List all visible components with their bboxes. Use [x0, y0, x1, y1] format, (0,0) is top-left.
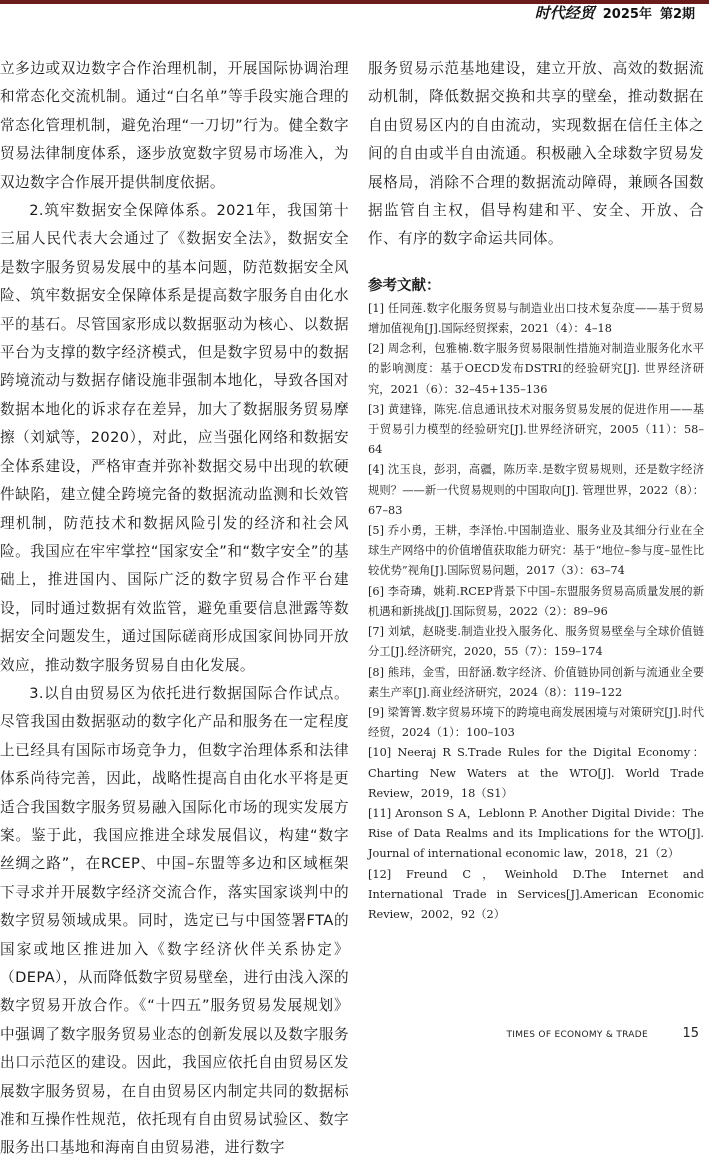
body-paragraph: 服务贸易示范基地建设，建立开放、高效的数据流动机制，降低数据交换和共享的壁垒，推动数据在自由贸易区内的自由流动，实现数据在信任主体之间的自由或半自由流通。积极融入全球数字贸易发展格局，消除不合理的数据流动障碍，兼顾各国数据监管自主权，倡导构建和平、安全、开放、合作、有序的数字命运共同体。	[368, 60, 704, 248]
left-column	[0, 55, 349, 1157]
reference-item: [1] 任同莲.数字化服务贸易与制造业出口技术复杂度——基于贸易增加值视角[J].国际经贸探索，2021（4）：4–18	[368, 301, 704, 336]
page-footer	[0, 1026, 709, 1043]
right-column	[368, 55, 704, 935]
reference-item: [2] 周念利，包雅楠.数字服务贸易限制性措施对制造业服务化水平的影响测度：基于OECD发布DSTRI的经验研究[J]. 世界经济研究，2021（6）：32–45+135–136	[368, 342, 704, 396]
reference-item: [9] 梁箐箐.数字贸易环境下的跨境电商发展困境与对策研究[J].时代经贸，2024（1）：100–103	[368, 705, 704, 740]
journal-name: 时代经贸	[534, 4, 595, 22]
references-title: 参考文献：	[368, 277, 441, 294]
reference-item: [7] 刘斌，赵晓斐.制造业投入服务化、服务贸易壁垒与全球价值链分工[J].经济研究，2020，55（7）：159–174	[368, 625, 704, 659]
reference-item: [6] 李奇璘，姚莉.RCEP背景下中国–东盟服务贸易高质量发展的新机遇和新挑战[J].国际贸易，2022（2）：89–96	[368, 584, 704, 618]
reference-item: [11] Aronson S A，Leblonn P. Another Digital Divide：The Rise of Data Realms and its Implications for the WTO[J]. Journal of international economic law，2018，21（2）	[368, 806, 704, 861]
body-paragraph: 3.以自由贸易区为依托进行数据国际合作试点。尽管我国由数据驱动的数字化产品和服务在一定程度上已经具有国际市场竞争力，但数字治理体系和法律体系尚待完善，因此，战略性提高自由化水平将是更适合我国数字服务贸易融入国际化市场的现实发展方案。鉴于此，我国应推进全球发展倡议，构建“数字丝绸之路”，在RCEP、中国–东盟等多边和区域框架下寻求并开展数字经济交流合作，落实国家谈判中的数字贸易领域成果。同时，选定已与中国签署FTA的国家或地区推进加入《数字经济伙伴关系协定》（DEPA），从而降低数字贸易壁垒，进行由浅入深的数字贸易开放合作。《“十四五”服务贸易发展规划》中强调了数字服务贸易业态的创新发展以及数字服务出口示范区的建设。因此，我国应依托自由贸易区发展数字服务贸易，在自由贸易区内制定共同的数据标准和互操作性规范，依托现有自由贸易试验区、数字服务出口基地和海南自由贸易港，进行数字	[0, 684, 349, 1157]
page-number: 15	[682, 1026, 699, 1041]
reference-item: [5] 乔小勇，王耕，李泽怡.中国制造业、服务业及其细分行业在全球生产网络中的价值增值获取能力研究：基于“地位–参与度–显性比较优势”视角[J].国际贸易问题，2017（3）：63–74	[368, 524, 704, 578]
reference-item: [4] 沈玉良，彭羽，高疆，陈历幸.是数字贸易规则，还是数字经济规则？——新一代贸易规则的中国取向[J]. 管理世界，2022（8）：67–83	[368, 463, 704, 517]
journal-year: 2025年	[602, 7, 652, 22]
body-paragraph: 2.筑牢数据安全保障体系。2021年，我国第十三届人民代表大会通过了《数据安全法》，数据安全是数字服务贸易发展中的基本问题，防范数据安全风险、筑牢数据安全保障体系是提高数字服务自由化水平的基石。尽管国家形成以数据驱动为核心、以数据平台为支撑的数字经济模式，但是数字贸易中的数据跨境流动与数据存储设施非强制本地化，导致各国对数据本地化的诉求存在差异，加大了数据服务贸易摩擦（刘斌等，2020），对此，应当强化网络和数据安全体系建设，严格审查并弥补数据交易中出现的软硬件缺陷，建立健全跨境完备的数据流动监测和长效管理机制，防范技术和数据风险引发的经济和社会风险。我国应在牢牢掌控“国家安全”和“数字安全”的基础上，推进国内、国际广泛的数字贸易合作平台建设，同时通过数据有效监管，避免重要信息泄露等数据安全问题发生，通过国际磋商形成国家间协同开放效应，推动数字服务贸易自由化发展。	[0, 202, 349, 674]
reference-item: [3] 黄建锋，陈宪.信息通讯技术对服务贸易发展的促进作用——基于贸易引力模型的经验研究[J].世界经济研究，2005（11）：58–64	[368, 402, 704, 457]
body-paragraph: 立多边或双边数字合作治理机制，开展国际协调治理和常态化交流机制。通过“白名单”等手段实施合理的常态化管理机制，避免治理“一刀切”行为。健全数字贸易法律制度体系，逐步放宽数字贸易市场准入，为双边数字合作展开提供制度依据。	[0, 60, 349, 191]
page-header	[0, 0, 709, 20]
reference-item: [8] 熊玮，金雪，田舒涵.数字经济、价值链协同创新与流通业全要素生产率[J].商业经济研究，2024（8）：119–122	[368, 665, 704, 699]
journal-issue: 第2期	[659, 7, 695, 22]
references-list	[368, 299, 704, 925]
reference-item: [12] Freund C，Weinhold D.The Internet and International Trade in Services[J].American Economic Review，2002，92（2）	[368, 867, 704, 921]
reference-item: [10] Neeraj R S.Trade Rules for the Digital Economy：Charting New Waters at the WTO[J]. World Trade Review，2019，18（S1）	[368, 746, 704, 800]
header-text	[535, 2, 695, 23]
footer-journal-name: TIMES OF ECONOMY & TRADE	[506, 1030, 648, 1040]
